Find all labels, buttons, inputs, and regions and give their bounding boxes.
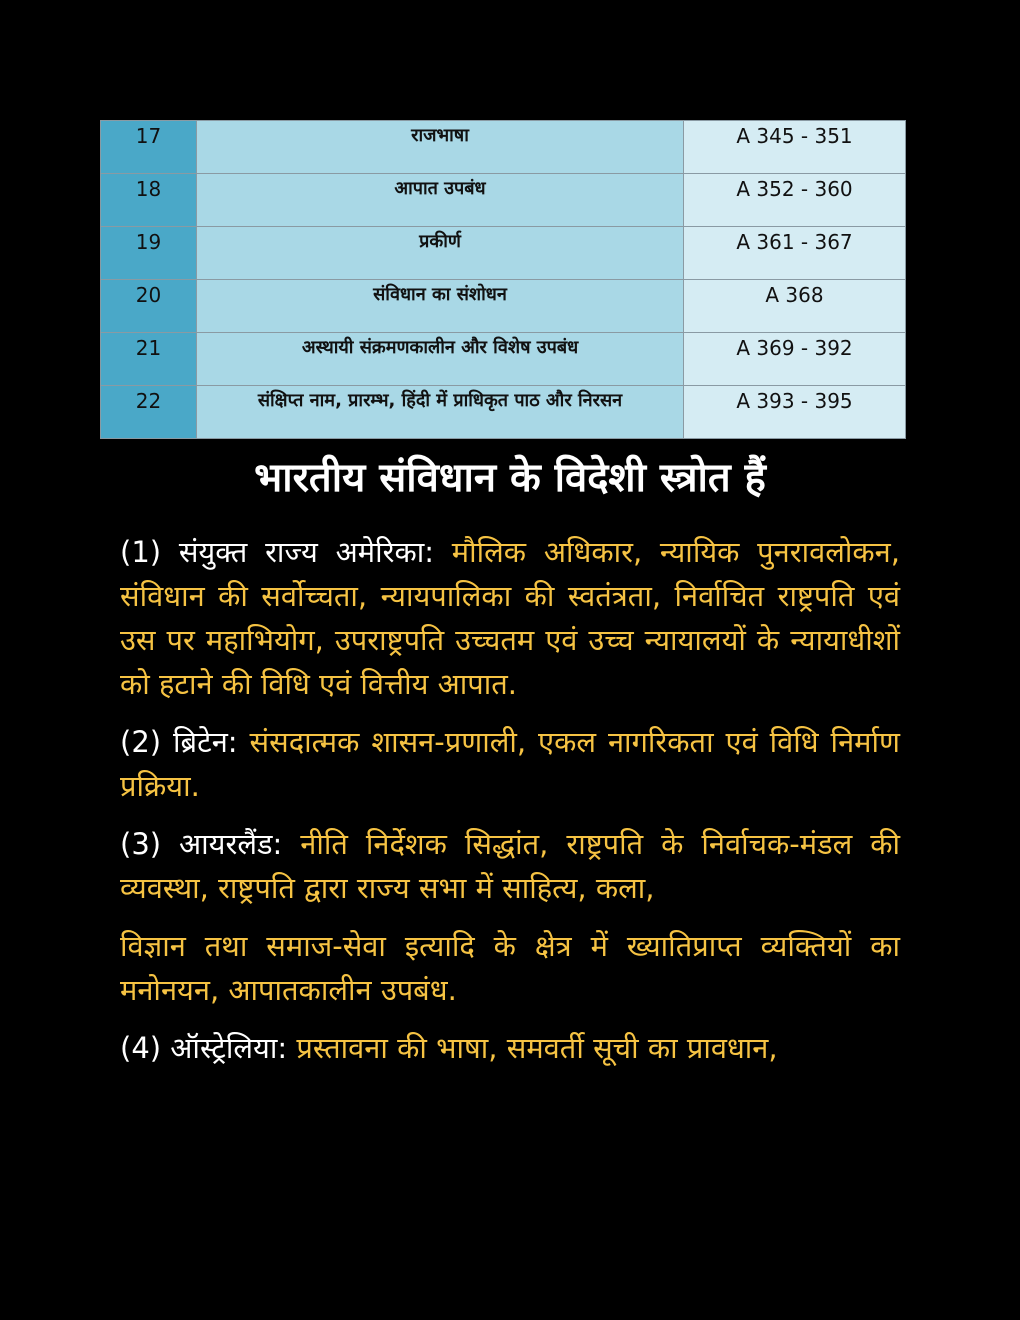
section-heading: भारतीय संविधान के विदेशी स्त्रोत हैं: [254, 455, 766, 501]
article-range: A 393 - 395: [684, 386, 906, 439]
part-number: 22: [101, 386, 197, 439]
part-title: राजभाषा: [197, 121, 684, 174]
source-ireland: [120, 822, 900, 910]
source-label: (1) संयुक्त राज्य अमेरिका:: [120, 535, 435, 569]
part-number: 21: [101, 333, 197, 386]
part-number: 18: [101, 174, 197, 227]
source-text: प्रस्तावना की भाषा, समवर्ती सूची का प्रावधान,: [287, 1031, 778, 1065]
table-row: [101, 386, 906, 439]
table-row: [101, 121, 906, 174]
article-range: A 352 - 360: [684, 174, 906, 227]
source-label: (4) ऑस्ट्रेलिया:: [120, 1031, 288, 1065]
part-number: 19: [101, 227, 197, 280]
part-title: संक्षिप्त नाम, प्रारम्भ, हिंदी में प्राधिकृत पाठ और निरसन: [197, 386, 684, 439]
sources-list: [120, 530, 900, 1084]
source-text: मौलिक अधिकार, न्यायिक पुनरावलोकन, संविधान की सर्वोच्चता, न्यायपालिका की स्वतंत्रता, निर्वाचित राष्ट्रपति एवं उस पर महाभियोग, उपराष्ट्रपति उच्चतम एवं उच्च न्यायालयों के न्यायाधीशों को हटाने की विधि एवं वित्तीय आपात.: [120, 535, 900, 701]
table-row: [101, 280, 906, 333]
source-usa: [120, 530, 900, 706]
source-label: (3) आयरलैंड:: [120, 827, 283, 861]
part-title: संविधान का संशोधन: [197, 280, 684, 333]
parts-table: [100, 120, 906, 439]
article-range: A 345 - 351: [684, 121, 906, 174]
article-range: A 369 - 392: [684, 333, 906, 386]
article-range: A 368: [684, 280, 906, 333]
part-number: 17: [101, 121, 197, 174]
part-number: 20: [101, 280, 197, 333]
source-text: नीति निर्देशक सिद्धांत, राष्ट्रपति के निर्वाचक-मंडल की व्यवस्था, राष्ट्रपति द्वारा राज्य सभा में साहित्य, कला,: [120, 827, 900, 905]
part-title: अस्थायी संक्रमणकालीन और विशेष उपबंध: [197, 333, 684, 386]
source-britain: [120, 720, 900, 808]
source-ireland-continued: [120, 924, 900, 1012]
table-row: [101, 174, 906, 227]
source-label: (2) ब्रिटेन:: [120, 725, 238, 759]
part-title: प्रकीर्ण: [197, 227, 684, 280]
source-australia: [120, 1026, 900, 1070]
source-text: संसदात्मक शासन-प्रणाली, एकल नागरिकता एवं विधि निर्माण प्रक्रिया.: [120, 725, 900, 803]
table-row: [101, 333, 906, 386]
article-range: A 361 - 367: [684, 227, 906, 280]
source-text: विज्ञान तथा समाज-सेवा इत्यादि के क्षेत्र में ख्यातिप्राप्त व्यक्तियों का मनोनयन, आपातकालीन उपबंध.: [120, 929, 900, 1007]
table-row: [101, 227, 906, 280]
part-title: आपात उपबंध: [197, 174, 684, 227]
